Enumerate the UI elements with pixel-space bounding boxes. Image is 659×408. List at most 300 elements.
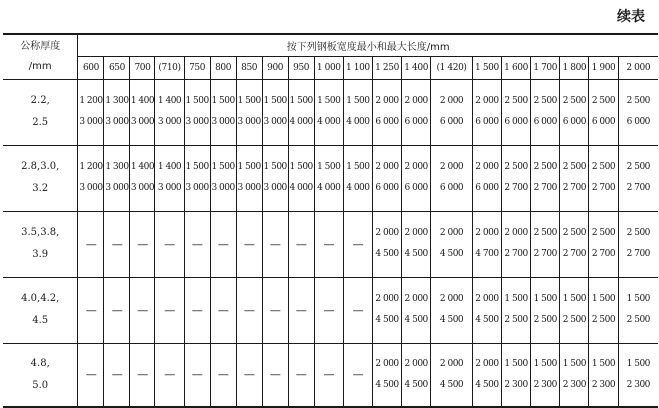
max-length: 4 000 — [289, 183, 313, 193]
min-length: 1 500 — [533, 358, 557, 369]
empty-dash: — — [295, 237, 307, 251]
length-cell — [589, 145, 618, 211]
length-cell — [314, 79, 343, 145]
length-cell — [343, 79, 372, 145]
min-length: 1 500 — [626, 358, 650, 369]
min-length: 2 000 — [475, 358, 499, 369]
min-length: 2 000 — [404, 294, 428, 304]
length-cell — [618, 79, 658, 145]
thickness-value: 4.0,4.2, — [21, 293, 60, 304]
length-cell — [531, 145, 560, 211]
length-cell — [589, 79, 618, 145]
length-cell — [288, 211, 314, 277]
steel-plate-size-table — [3, 33, 658, 408]
length-cell — [501, 343, 530, 407]
length-cell — [431, 145, 473, 211]
width-header-row — [3, 56, 658, 79]
length-cell — [130, 145, 155, 211]
length-cell — [560, 211, 589, 277]
width-header-cell: 1 100 — [343, 56, 372, 79]
width-header-cell: (710) — [155, 56, 184, 79]
length-cell — [184, 277, 210, 343]
min-length: 2 500 — [504, 96, 528, 106]
min-length: 1 500 — [626, 294, 650, 304]
min-length: 1 500 — [562, 358, 586, 369]
empty-dash: — — [111, 237, 123, 251]
max-length: 3 000 — [185, 117, 209, 127]
empty-dash: — — [352, 237, 364, 251]
width-header-cell: 950 — [288, 56, 314, 79]
length-cell — [402, 343, 431, 407]
width-header-cell: 1 800 — [560, 56, 589, 79]
length-cell — [472, 79, 501, 145]
table-row — [3, 277, 658, 343]
length-cell — [501, 211, 530, 277]
max-length: 2 500 — [626, 315, 650, 325]
length-cell — [236, 343, 262, 407]
min-length: 1 500 — [317, 162, 341, 172]
max-length: 2 500 — [504, 315, 528, 325]
length-cell — [589, 277, 618, 343]
max-length: 4 500 — [375, 379, 399, 390]
empty-dash: — — [243, 237, 255, 251]
widths-title: 按下列钢板宽度最小和最大长度/mm — [78, 34, 658, 56]
table-row — [3, 211, 658, 277]
min-length: 2 000 — [439, 358, 464, 369]
length-cell — [472, 145, 501, 211]
max-length: 4 000 — [346, 183, 370, 193]
max-length: 4 000 — [317, 183, 341, 193]
width-header-cell: 1 600 — [501, 56, 530, 79]
max-length: 2 500 — [562, 315, 586, 325]
empty-dash: — — [295, 303, 307, 317]
min-length: 1 500 — [263, 96, 287, 106]
thickness-value: 3.5,3.8, — [21, 227, 60, 238]
min-length: 1 500 — [533, 294, 557, 304]
width-header-cell: 1 900 — [589, 56, 618, 79]
max-length: 6 000 — [504, 117, 528, 127]
empty-dash: — — [85, 368, 97, 382]
length-cell — [262, 145, 288, 211]
width-header-cell: 2 000 — [618, 56, 658, 79]
max-length: 2 700 — [562, 249, 586, 259]
length-cell — [531, 79, 560, 145]
thickness-value: 2.2, — [30, 95, 50, 106]
length-cell — [501, 277, 530, 343]
width-header-cell: 900 — [262, 56, 288, 79]
max-length: 4 500 — [439, 249, 464, 259]
max-length: 2 700 — [504, 249, 528, 259]
max-length: 3 000 — [157, 183, 182, 193]
max-length: 3 000 — [263, 183, 287, 193]
max-length: 6 000 — [439, 117, 464, 127]
min-length: 2 500 — [504, 162, 528, 172]
max-length: 3 000 — [211, 183, 235, 193]
length-cell — [531, 343, 560, 407]
empty-dash: — — [323, 303, 334, 317]
max-length: 4 500 — [375, 315, 399, 325]
thickness-value: 4.5 — [32, 315, 49, 326]
length-cell — [262, 277, 288, 343]
min-length: 1 400 — [157, 96, 182, 106]
min-length: 1 500 — [591, 358, 616, 369]
max-length: 2 700 — [562, 183, 586, 193]
length-cell — [402, 145, 431, 211]
length-cell — [431, 277, 473, 343]
min-length: 1 500 — [211, 96, 235, 106]
empty-dash: — — [191, 303, 203, 317]
max-length: 4 500 — [404, 249, 428, 259]
min-length: 2 500 — [533, 228, 557, 238]
length-cell — [560, 145, 589, 211]
length-cell — [184, 343, 210, 407]
thickness-cell — [3, 211, 78, 277]
min-length: 1 500 — [237, 96, 261, 106]
max-length: 6 000 — [439, 183, 464, 193]
length-cell — [372, 211, 401, 277]
max-length: 3 000 — [105, 183, 129, 193]
max-length: 6 000 — [533, 117, 557, 127]
length-cell — [343, 211, 372, 277]
max-length: 6 000 — [375, 117, 399, 127]
empty-dash: — — [295, 368, 307, 382]
length-cell — [104, 145, 130, 211]
length-cell — [472, 277, 501, 343]
max-length: 4 000 — [346, 117, 370, 127]
length-cell — [210, 277, 236, 343]
length-cell — [618, 343, 658, 407]
empty-dash: — — [164, 303, 175, 317]
length-cell — [531, 277, 560, 343]
width-header-cell: 1 000 — [314, 56, 343, 79]
length-cell — [155, 343, 184, 407]
min-length: 2 000 — [375, 228, 399, 238]
max-length: 3 000 — [105, 117, 129, 127]
max-length: 3 000 — [237, 183, 261, 193]
min-length: 2 000 — [375, 294, 399, 304]
empty-dash: — — [111, 303, 123, 317]
thickness-value: 3.9 — [32, 249, 49, 260]
length-cell — [262, 343, 288, 407]
max-length: 2 700 — [533, 249, 557, 259]
width-header-cell: 1 250 — [372, 56, 401, 79]
width-header-cell: 650 — [104, 56, 130, 79]
min-length: 2 500 — [562, 96, 586, 106]
max-length: 4 500 — [475, 315, 499, 325]
min-length: 2 000 — [404, 358, 428, 369]
min-length: 1 400 — [130, 162, 155, 172]
empty-dash: — — [352, 368, 364, 382]
max-length: 4 500 — [475, 379, 499, 390]
empty-dash: — — [269, 303, 281, 317]
empty-dash: — — [191, 368, 203, 382]
length-cell — [78, 211, 104, 277]
length-cell — [210, 343, 236, 407]
min-length: 2 000 — [439, 228, 464, 238]
length-cell — [184, 145, 210, 211]
max-length: 2 700 — [504, 183, 528, 193]
width-header-cell: 1 400 — [402, 56, 431, 79]
max-length: 4 000 — [317, 117, 341, 127]
length-cell — [431, 211, 473, 277]
length-cell — [288, 79, 314, 145]
length-cell — [78, 79, 104, 145]
max-length: 2 700 — [591, 183, 616, 193]
length-cell — [130, 343, 155, 407]
min-length: 2 500 — [626, 228, 650, 238]
length-cell — [155, 79, 184, 145]
length-cell — [262, 211, 288, 277]
length-cell — [210, 211, 236, 277]
empty-dash: — — [137, 368, 148, 382]
max-length: 4 000 — [289, 117, 313, 127]
min-length: 2 000 — [404, 162, 428, 172]
min-length: 2 000 — [404, 228, 428, 238]
length-cell — [236, 211, 262, 277]
max-length: 3 000 — [130, 183, 155, 193]
max-length: 6 000 — [404, 117, 428, 127]
max-length: 6 000 — [562, 117, 586, 127]
thickness-value: 4.8, — [30, 357, 50, 369]
min-length: 2 000 — [504, 228, 528, 238]
empty-dash: — — [85, 303, 97, 317]
empty-dash: — — [323, 368, 334, 382]
empty-dash: — — [164, 237, 175, 251]
min-length: 2 500 — [533, 96, 557, 106]
thickness-value: 2.5 — [32, 117, 49, 128]
length-cell — [372, 277, 401, 343]
length-cell — [314, 145, 343, 211]
length-cell — [78, 145, 104, 211]
min-length: 2 000 — [475, 162, 499, 172]
min-length: 2 500 — [626, 96, 650, 106]
min-length: 2 500 — [591, 96, 616, 106]
length-cell — [589, 211, 618, 277]
min-length: 1 500 — [346, 96, 370, 106]
length-cell — [560, 79, 589, 145]
length-cell — [130, 79, 155, 145]
width-header-cell: 700 — [130, 56, 155, 79]
table-row — [3, 145, 658, 211]
length-cell — [130, 277, 155, 343]
thickness-header-unit: /mm — [28, 60, 52, 72]
max-length: 2 700 — [626, 249, 650, 259]
min-length: 1 500 — [562, 294, 586, 304]
max-length: 4 500 — [439, 379, 464, 390]
length-cell — [314, 343, 343, 407]
width-header-cell: 800 — [210, 56, 236, 79]
max-length: 4 500 — [404, 315, 428, 325]
length-cell — [236, 145, 262, 211]
min-length: 1 500 — [591, 294, 616, 304]
max-length: 3 000 — [79, 117, 103, 127]
max-length: 4 500 — [404, 379, 428, 390]
min-length: 2 500 — [591, 162, 616, 172]
empty-dash: — — [269, 368, 281, 382]
max-length: 6 000 — [404, 183, 428, 193]
min-length: 2 000 — [375, 96, 399, 106]
max-length: 3 000 — [263, 117, 287, 127]
length-cell — [589, 343, 618, 407]
length-cell — [343, 343, 372, 407]
thickness-value: 3.2 — [32, 183, 49, 194]
width-header-cell: 600 — [78, 56, 104, 79]
thickness-cell — [3, 79, 78, 145]
max-length: 3 000 — [237, 117, 261, 127]
max-length: 2 700 — [533, 183, 557, 193]
length-cell — [402, 79, 431, 145]
thickness-value: 5.0 — [32, 379, 49, 391]
max-length: 6 000 — [475, 183, 499, 193]
min-length: 2 500 — [533, 162, 557, 172]
min-length: 1 200 — [79, 96, 103, 106]
empty-dash: — — [352, 303, 364, 317]
max-length: 6 000 — [475, 117, 499, 127]
length-cell — [236, 277, 262, 343]
min-length: 1 400 — [157, 162, 182, 172]
length-cell — [560, 277, 589, 343]
max-length: 2 300 — [504, 379, 528, 390]
min-length: 2 000 — [439, 162, 464, 172]
length-cell — [402, 211, 431, 277]
length-cell — [560, 343, 589, 407]
max-length: 2 500 — [533, 315, 557, 325]
min-length: 2 000 — [375, 358, 399, 369]
max-length: 2 300 — [626, 379, 650, 390]
empty-dash: — — [137, 237, 148, 251]
length-cell — [314, 277, 343, 343]
min-length: 2 500 — [562, 162, 586, 172]
max-length: 4 700 — [475, 249, 499, 259]
length-cell — [618, 211, 658, 277]
empty-dash: — — [269, 237, 281, 251]
length-cell — [262, 79, 288, 145]
empty-dash: — — [85, 237, 97, 251]
empty-dash: — — [323, 237, 334, 251]
length-cell — [472, 211, 501, 277]
length-cell — [501, 79, 530, 145]
length-cell — [104, 343, 130, 407]
width-header-cell: 1 700 — [531, 56, 560, 79]
empty-dash: — — [243, 368, 255, 382]
empty-dash: — — [217, 303, 229, 317]
max-length: 4 500 — [375, 249, 399, 259]
min-length: 2 000 — [439, 294, 464, 304]
min-length: 2 500 — [562, 228, 586, 238]
empty-dash: — — [217, 368, 229, 382]
min-length: 2 000 — [475, 228, 499, 238]
width-header-cell: 1 500 — [472, 56, 501, 79]
length-cell — [288, 277, 314, 343]
thickness-cell — [3, 145, 78, 211]
length-cell — [618, 277, 658, 343]
min-length: 2 500 — [591, 228, 616, 238]
max-length: 6 000 — [591, 117, 616, 127]
max-length: 3 000 — [185, 183, 209, 193]
min-length: 1 500 — [211, 162, 235, 172]
max-length: 3 000 — [157, 117, 182, 127]
length-cell — [372, 343, 401, 407]
length-cell — [155, 211, 184, 277]
thickness-header-label: 公称厚度 — [20, 40, 61, 52]
length-cell — [288, 145, 314, 211]
min-length: 1 500 — [289, 96, 313, 106]
length-cell — [372, 79, 401, 145]
table-row — [3, 79, 658, 145]
min-length: 2 000 — [475, 96, 499, 106]
length-cell — [501, 145, 530, 211]
length-cell — [78, 343, 104, 407]
max-length: 2 300 — [533, 379, 557, 390]
empty-dash: — — [111, 368, 123, 382]
min-length: 1 200 — [79, 162, 103, 172]
min-length: 1 500 — [289, 162, 313, 172]
max-length: 6 000 — [375, 183, 399, 193]
length-cell — [236, 79, 262, 145]
min-length: 1 500 — [185, 162, 209, 172]
min-length: 1 500 — [346, 162, 370, 172]
empty-dash: — — [137, 303, 148, 317]
min-length: 1 500 — [504, 294, 528, 304]
empty-dash: — — [164, 368, 175, 382]
max-length: 2 300 — [591, 379, 616, 390]
min-length: 1 300 — [105, 96, 129, 106]
length-cell — [184, 211, 210, 277]
max-length: 2 300 — [562, 379, 586, 390]
min-length: 1 500 — [504, 358, 528, 369]
length-cell — [155, 277, 184, 343]
min-length: 1 500 — [263, 162, 287, 172]
length-cell — [104, 211, 130, 277]
min-length: 2 000 — [439, 96, 464, 106]
length-cell — [431, 79, 473, 145]
thickness-header — [3, 34, 78, 79]
table-continued-caption: 续表 — [617, 9, 645, 25]
table-row — [3, 343, 658, 407]
length-cell — [402, 277, 431, 343]
length-cell — [343, 145, 372, 211]
max-length: 2 700 — [591, 249, 616, 259]
min-length: 2 000 — [404, 96, 428, 106]
empty-dash: — — [191, 237, 203, 251]
min-length: 1 500 — [185, 96, 209, 106]
length-cell — [314, 211, 343, 277]
width-header-cell: (1 420) — [431, 56, 473, 79]
width-header-cell: 850 — [236, 56, 262, 79]
length-cell — [531, 211, 560, 277]
length-cell — [343, 277, 372, 343]
length-cell — [210, 79, 236, 145]
max-length: 4 500 — [439, 315, 464, 325]
length-cell — [184, 79, 210, 145]
max-length: 6 000 — [626, 117, 650, 127]
length-cell — [130, 211, 155, 277]
min-length: 2 500 — [626, 162, 650, 172]
min-length: 1 500 — [237, 162, 261, 172]
min-length: 1 400 — [130, 96, 155, 106]
min-length: 2 000 — [475, 294, 499, 304]
max-length: 2 700 — [626, 183, 650, 193]
length-cell — [618, 145, 658, 211]
length-cell — [104, 277, 130, 343]
max-length: 2 500 — [591, 315, 616, 325]
max-length: 3 000 — [130, 117, 155, 127]
empty-dash: — — [217, 237, 229, 251]
min-length: 1 500 — [317, 96, 341, 106]
length-cell — [372, 145, 401, 211]
length-cell — [288, 343, 314, 407]
min-length: 1 300 — [105, 162, 129, 172]
